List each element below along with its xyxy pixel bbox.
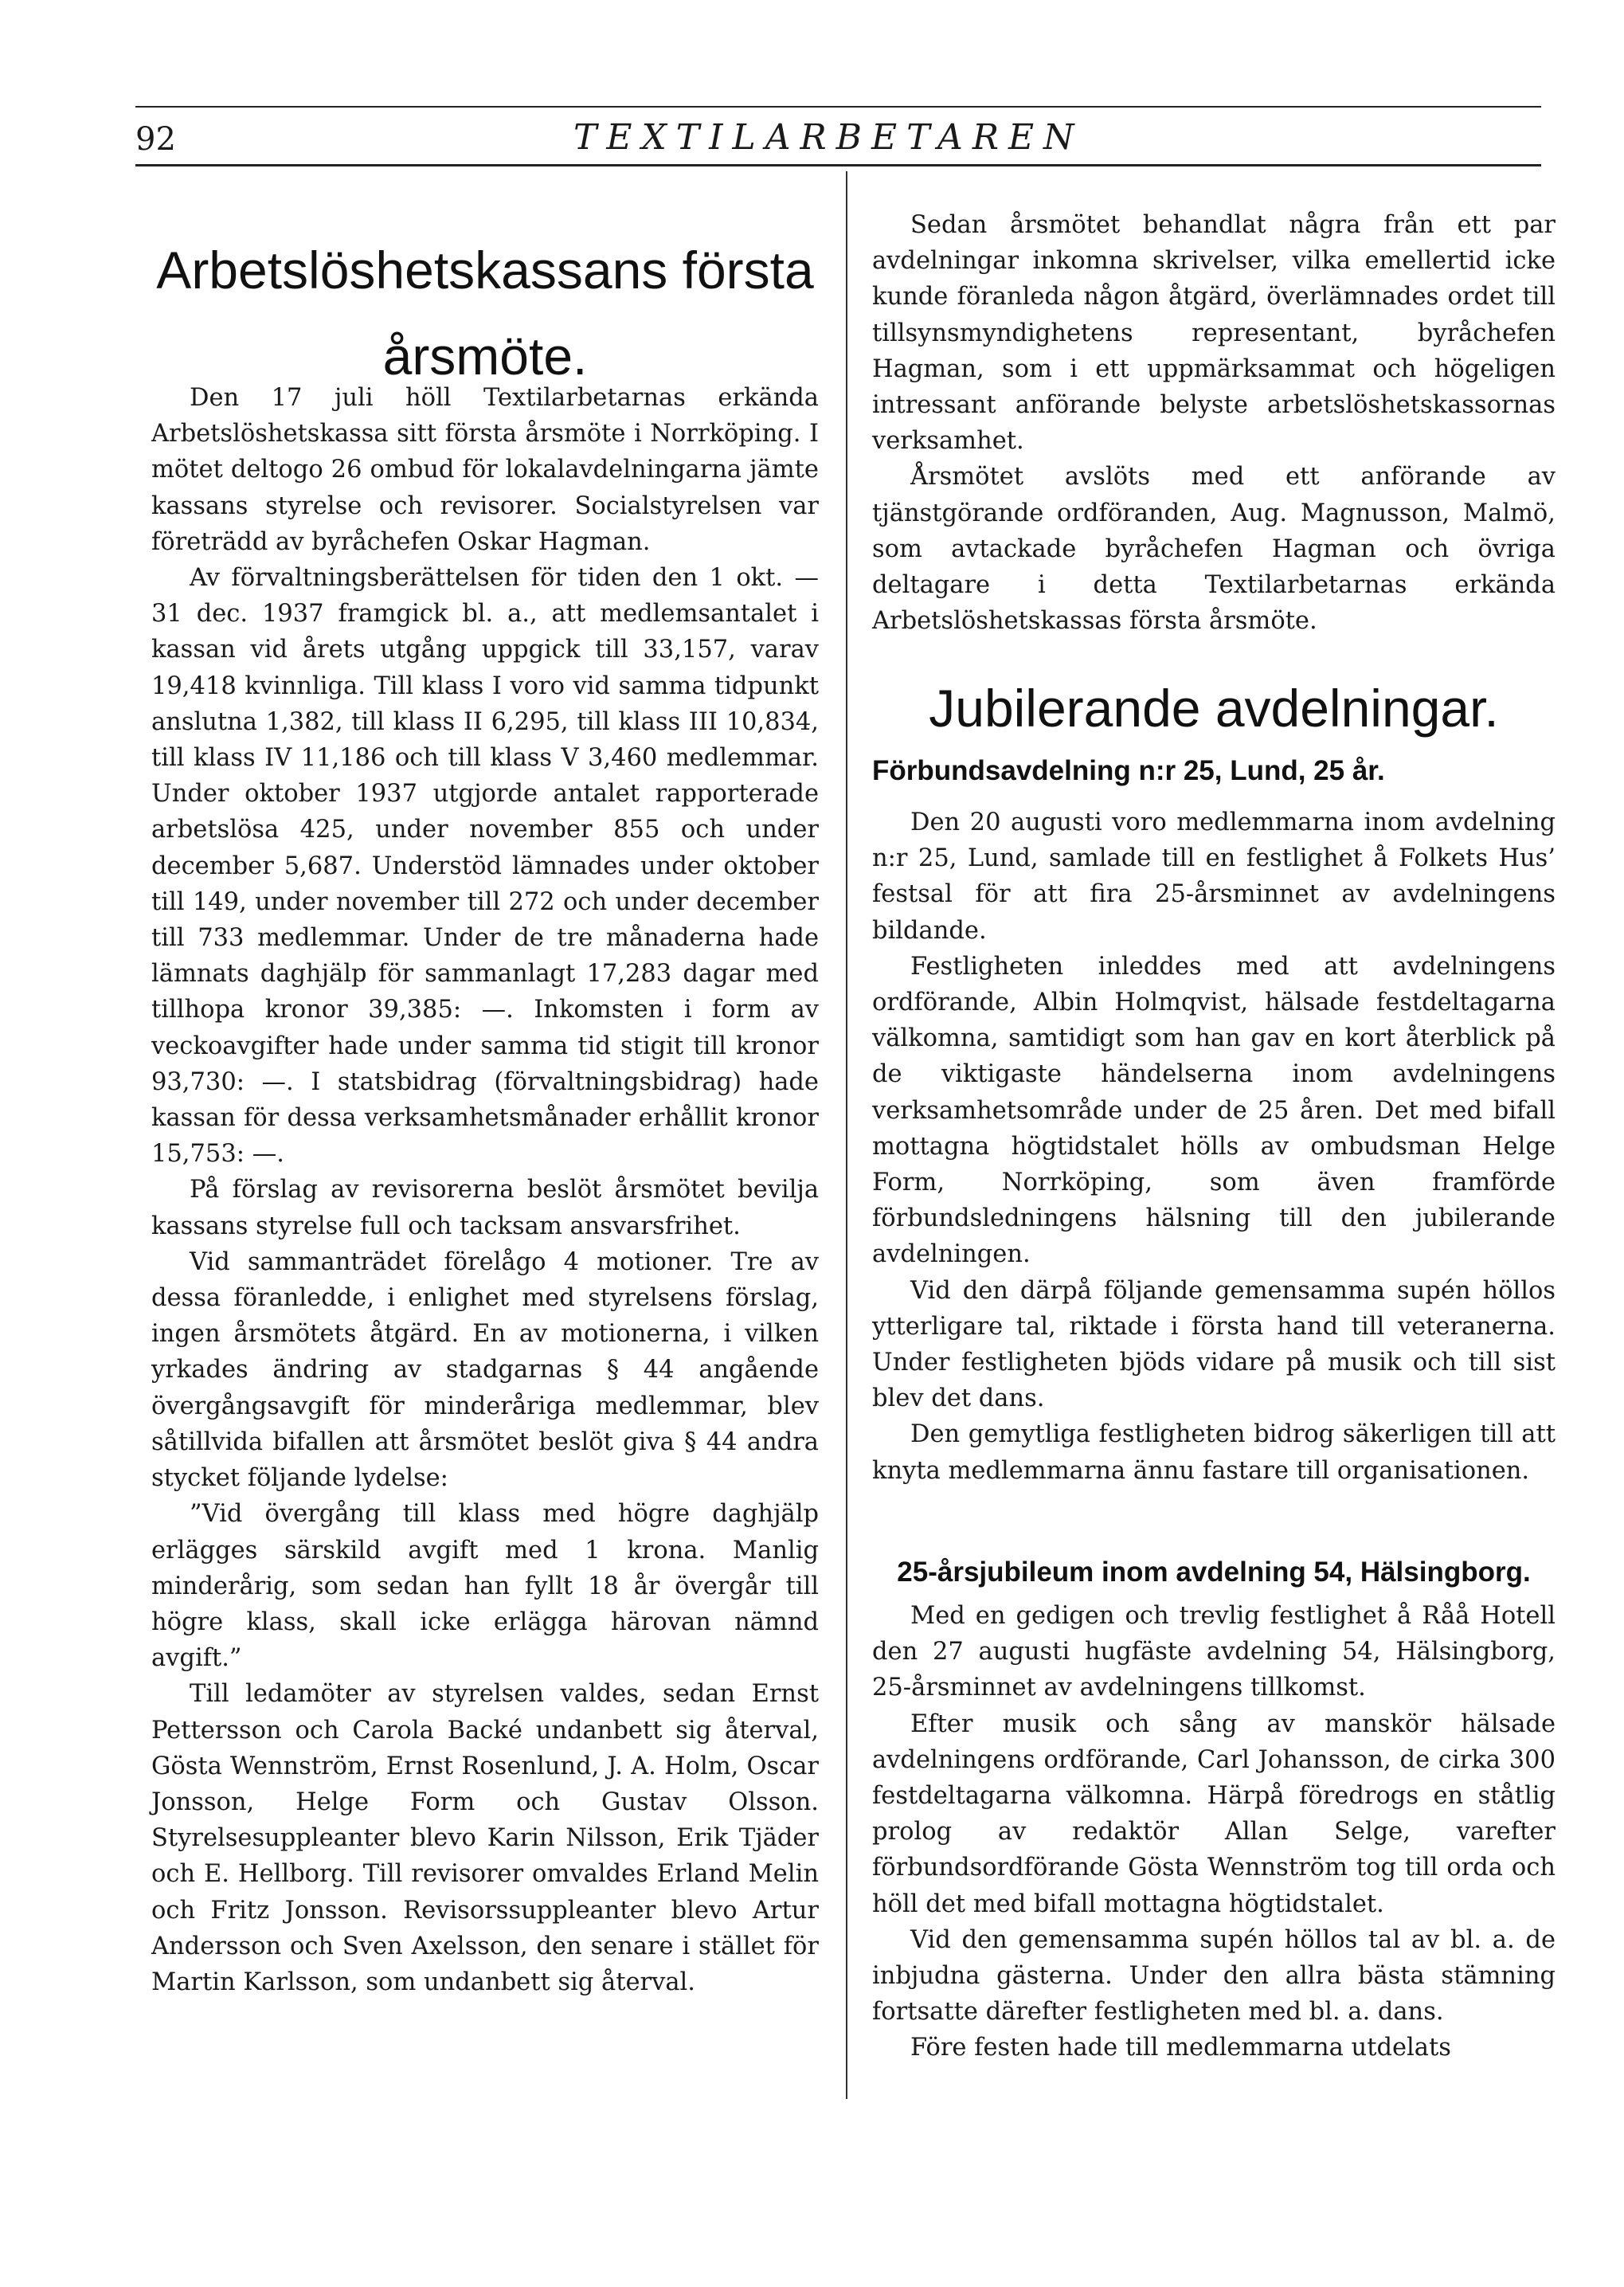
article1-continuation (872, 207, 1556, 639)
article1-paragraph: Vid sammanträdet förelågo 4 motioner. Tre av dessa föranledde, i enlighet med styrelsens förslag, ingen årsmötets åtgärd. En av motionerna, i vilken yrkades ändring av stadgarnas § 44 angående övergångsavgift för minderåriga medlemmar, blev såtillvida bifallen att årsmötet beslöt giva § 44 andra stycket följande lydelse: (151, 1247, 819, 1493)
article1-title: Arbetslöshetskassans första årsmöte. (156, 241, 814, 386)
article1-paragraph: Sedan årsmötet behandlat några från ett par avdelningar inkomna skrivelser, vilka emellertid icke kunde föranleda någon åtgärd, överlämnades ordet till tillsynsmyndighetens representant, byråchefen Hagman, som i ett uppmärksammat och högeligen intressant anförande belyste arbetslöshetskassornas verksamhet. (872, 211, 1556, 456)
section1-paragraph: Den 20 augusti voro medlemmarna inom avdelning n:r 25, Lund, samlade till en festlighet å Folkets Hus’ festsal för att fira 25-årsminnet av avdelningens bildande. (872, 809, 1556, 945)
section1-paragraph: Vid den därpå följande gemensamma supén höllos ytterligare tal, riktade i första hand till veteranerna. Under festligheten bjöds vidare på musik och till sist blev det dans. (872, 1276, 1556, 1413)
article1-paragraph: Årsmötet avslöts med ett anförande av tjänstgörande ordföranden, Aug. Magnusson, Malmö, som avtackade byråchefen Hagman och övriga deltagare i detta Textilarbetarnas erkända Arbetslöshetskassas första årsmöte. (872, 463, 1556, 636)
section1-paragraph: Den gemytliga festligheten bidrog säkerligen till att knyta medlemmarna ännu fastare till organisationen. (872, 1420, 1556, 1485)
section1-paragraph: Festligheten inleddes med att avdelningens ordförande, Albin Holmqvist, hälsade festdeltagarna välkomna, samtidigt som han gav en kort återblick på de viktigaste händelserna inom avdelningens verksamhetsområde under de 25 åren. Det med bifall mottagna högtidstalet hölls av ombudsman Helge Form, Norrköping, som även framförde förbundsledningens hälsning till den jubilerande avdelningen. (872, 952, 1556, 1269)
article1-paragraph: På förslag av revisorerna beslöt årsmötet bevilja kassans styrelse full och tacksam ansvarsfrihet. (151, 1176, 819, 1240)
article1-paragraph: Till ledamöter av styrelsen valdes, sedan Ernst Pettersson och Carola Backé undanbett sig återval, Gösta Wennström, Ernst Rosenlund, J. A. Holm, Oscar Jonsson, Helge Form och Gustav Olsson. Styrelsesuppleanter blevo Karin Nilsson, Erik Tjäder och E. Hellborg. Till revisorer omvaldes Erland Melin och Fritz Jonsson. Revisorssuppleanter blevo Artur Andersson och Sven Axelsson, den senare i stället för Martin Karlsson, som undanbett sig återval. (151, 1680, 819, 1996)
article1-paragraph: Den 17 juli höll Textilarbetarnas erkända Arbetslöshetskassa sitt första årsmöte i Norrköping. I mötet deltogo 26 ombud för lokalavdelningarna jämte kassans styrelse och revisorer. Socialstyrelsen var företrädd av byråchefen Oskar Hagman. (151, 384, 819, 556)
article2-title: Jubilerande avdelningar. (929, 679, 1499, 738)
article1-body (151, 380, 819, 2000)
journal-title: TEXTILARBETAREN (573, 117, 1084, 158)
section1-body (872, 805, 1556, 1489)
article1-quote: ”Vid övergång till klass med högre daghjälp erlägges särskild avgift med 1 krona. Manlig minderårig, som sedan han fyllt 18 år övergår till högre klass, skall icke erlägga härovan nämnd avgift.” (151, 1500, 819, 1673)
section2-paragraph: Före festen hade till medlemmarna utdelats (910, 2034, 1451, 2062)
column-divider (846, 171, 847, 2099)
page-number: 92 (135, 121, 176, 158)
section2-paragraph: Efter musik och sång av manskör hälsade avdelningens ordförande, Carl Johansson, de cirka 300 festdeltagarna välkomna. Härpå föredrogs en ståtlig prolog av redaktör Allan Selge, varefter förbundsordförande Gösta Wennström tog till orda och höll det med bifall mottagna högtidstalet. (872, 1709, 1556, 1918)
section2-body (872, 1598, 1556, 2066)
article1-paragraph: Av förvaltningsberättelsen för tiden den 1 okt. —31 dec. 1937 framgick bl. a., att medlemsantalet i kassan vid årets utgång uppgick till 33,157, varav 19,418 kvinnliga. Till klass I voro vid samma tidpunkt anslutna 1,382, till klass II 6,295, till klass III 10,834, till klass IV 11,186 och till klass V 3,460 medlemmar. Under oktober 1937 utgjorde antalet rapporterade arbetslösa 425, under november 855 och under december 5,687. Understöd lämnades under oktober till 149, under november till 272 och under december till 733 medlemmar. Under de tre månaderna hade lämnats daghjälp för sammanlagt 17,283 dagar med tillhopa kronor 39,385: —. Inkomsten i form av veckoavgifter hade under samma tid stigit till kronor 93,730: —. I statsbidrag (förvaltningsbidrag) hade kassan för dessa verksamhetsmånader erhållit kronor 15,753: —. (151, 564, 819, 1169)
header-rule-top (135, 106, 1541, 108)
section1-heading: Förbundsavdelning n:r 25, Lund, 25 år. (872, 755, 1385, 786)
section2-paragraph: Med en gedigen och trevlig festlighet å Råå Hotell den 27 augusti hugfäste avdelning 54, Hälsingborg, 25-årsminnet av avdelningens tillkomst. (872, 1602, 1556, 1702)
section2-paragraph: Vid den gemensamma supén höllos tal av bl. a. de inbjudna gästerna. Under den allra bästa stämning fortsatte därefter festligheten med bl. a. dans. (872, 1925, 1556, 2027)
section2-heading: 25-årsjubileum inom avdelning 54, Hälsingborg. (897, 1557, 1531, 1588)
header-rule-bottom (135, 164, 1541, 166)
